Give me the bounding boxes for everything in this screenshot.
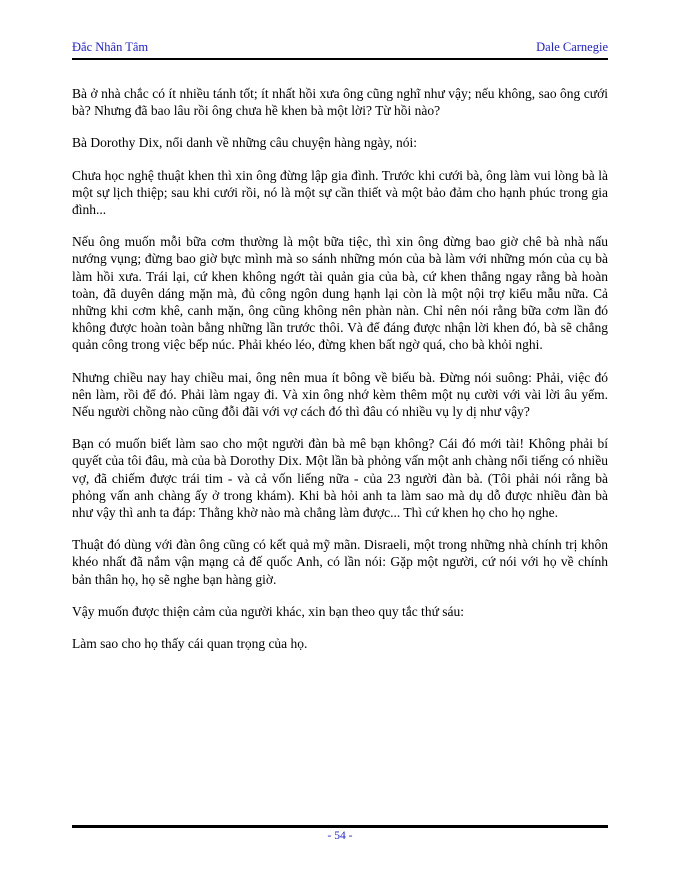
paragraph: Bạn có muốn biết làm sao cho một người đàn bà mê bạn không? Cái đó mới tài! Không phải bí quyết của tôi đâu, mà của bà Dorothy Dix. Một lần bà phỏng vấn một anh chàng nổi tiếng có nhiều vợ, đã chiếm được trái tim - và cả vốn liếng nữa - của 23 người đàn bà. (Tôi phải nói rằng bà phỏng vấn anh chàng ấy ở trong khám). Khi bà hỏi anh ta làm sao mà dụ dỗ được nhiều đàn bà như vậy thì anh ta đáp: Thằng khờ nào mà chẳng làm được... Thì cứ khen họ cho họ nghe. <box>72 436 608 521</box>
paragraph: Làm sao cho họ thấy cái quan trọng của họ. <box>72 636 308 652</box>
page-footer <box>72 825 608 842</box>
header-author-name: Dale Carnegie <box>536 40 608 54</box>
header-book-title: Đắc Nhân Tâm <box>72 40 149 54</box>
body-text <box>72 85 608 652</box>
paragraph: Vậy muốn được thiện cảm của người khác, xin bạn theo quy tắc thứ sáu: <box>72 603 465 619</box>
running-header <box>72 40 608 60</box>
paragraph: Chưa học nghệ thuật khen thì xin ông đừng lập gia đình. Trước khi cưới bà, ông làm vui lòng bà là một sự lịch thiệp; sau khi cưới rồi, nó là một sự cần thiết và một bảo đảm cho hạnh phúc trong gia đình... <box>72 167 608 218</box>
page-number: - 54 - <box>327 830 353 842</box>
paragraph: Nhưng chiều nay hay chiều mai, ông nên mua ít bông về biếu bà. Đừng nói suông: Phải, việc đó nên làm, rồi để đó. Phải làm ngay đi. Và xin ông nhớ kèm thêm một nụ cười với vài lời âu yếm. Nếu người chồng nào cũng đỗi đãi với vợ cách đó thì đâu có nhiều vụ ly dị như vậy? <box>72 369 608 420</box>
paragraph: Bà ở nhà chắc có ít nhiều tánh tốt; ít nhất hồi xưa ông cũng nghĩ như vậy; nếu không, sao ông cưới bà? Nhưng đã bao lâu rồi ông chưa hề khen bà một lời? Từ hồi nào? <box>72 86 608 119</box>
paragraph: Nếu ông muốn mỗi bữa cơm thường là một bữa tiệc, thì xin ông đừng bao giờ chê bà nhà nấu nướng vụng; đừng bao giờ bực mình mà so sánh những món của bà làm với những món của cụ bà làm hồi xưa. Trái lại, cứ khen không ngớt tài quản gia của bà, cứ khen thẳng ngay rằng bà hoàn toàn, đã duyên dáng mặn mà, đủ công ngôn dung hạnh lại còn là một nội trợ kiểu mẫu nữa. Cả những khi cơm khê, canh mặn, ông cũng không nên phàn nàn. Chỉ nên nói rằng bữa cơm lần đó không được hoàn toàn bằng những lần trước thôi. Và để đáng được nhận lời khen đó, bà sẽ chẳng quản công trong việc bếp núc. Phải khéo léo, đừng khen bất ngờ quá, cho bà khỏi nghi. <box>72 234 608 353</box>
paragraph: Thuật đó dùng với đàn ông cũng có kết quả mỹ mãn. Disraeli, một trong những nhà chính trị khôn khéo nhất đã nắm vận mạng cả đế quốc Anh, có lần nói: Gặp một người, cứ nói với họ về chính bản thân họ, họ sẽ nghe bạn hàng giờ. <box>72 537 608 587</box>
paragraph: Bà Dorothy Dix, nổi danh về những câu chuyện hàng ngày, nói: <box>72 135 417 151</box>
page-content <box>72 40 608 652</box>
